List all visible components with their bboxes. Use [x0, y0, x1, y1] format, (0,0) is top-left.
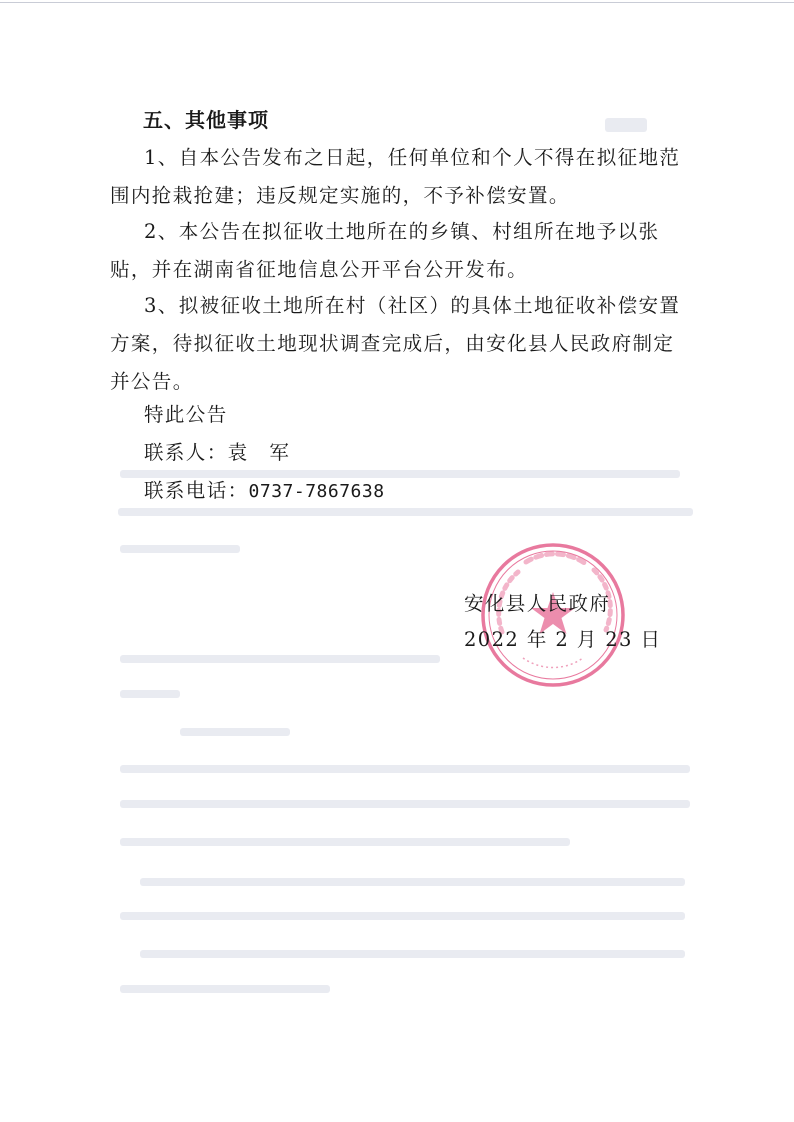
closing-line: 特此公告: [144, 403, 228, 426]
paragraph-2: 2、本公告在拟征收土地所在的乡镇、村组所在地予以张贴，并在湖南省征地信息公开平台公开发布。: [110, 220, 660, 281]
contact-person-label: 联系人：: [144, 441, 228, 464]
scan-edge-line: [0, 2, 794, 3]
contact-person-name: 袁 军: [227, 441, 291, 464]
issuer-name: 安化县人民政府: [464, 592, 611, 615]
section-heading: 五、其他事项: [143, 108, 269, 132]
contact-phone: [144, 475, 385, 503]
contact-phone-label: 联系电话：: [144, 479, 249, 502]
contact-person: [144, 437, 290, 465]
paragraph-1: 1、自本公告发布之日起，任何单位和个人不得在拟征地范围内抢栽抢建；违反规定实施的，不予补偿安置。: [110, 146, 681, 207]
issue-date: 2022 年 2 月 23 日: [464, 628, 662, 651]
paragraph-3: 3、拟被征收土地所在村（社区）的具体土地征收补偿安置方案，待拟征收土地现状调查完成后，由安化县人民政府制定并公告。: [110, 294, 681, 393]
contact-phone-number: 0737-7867638: [248, 481, 385, 502]
